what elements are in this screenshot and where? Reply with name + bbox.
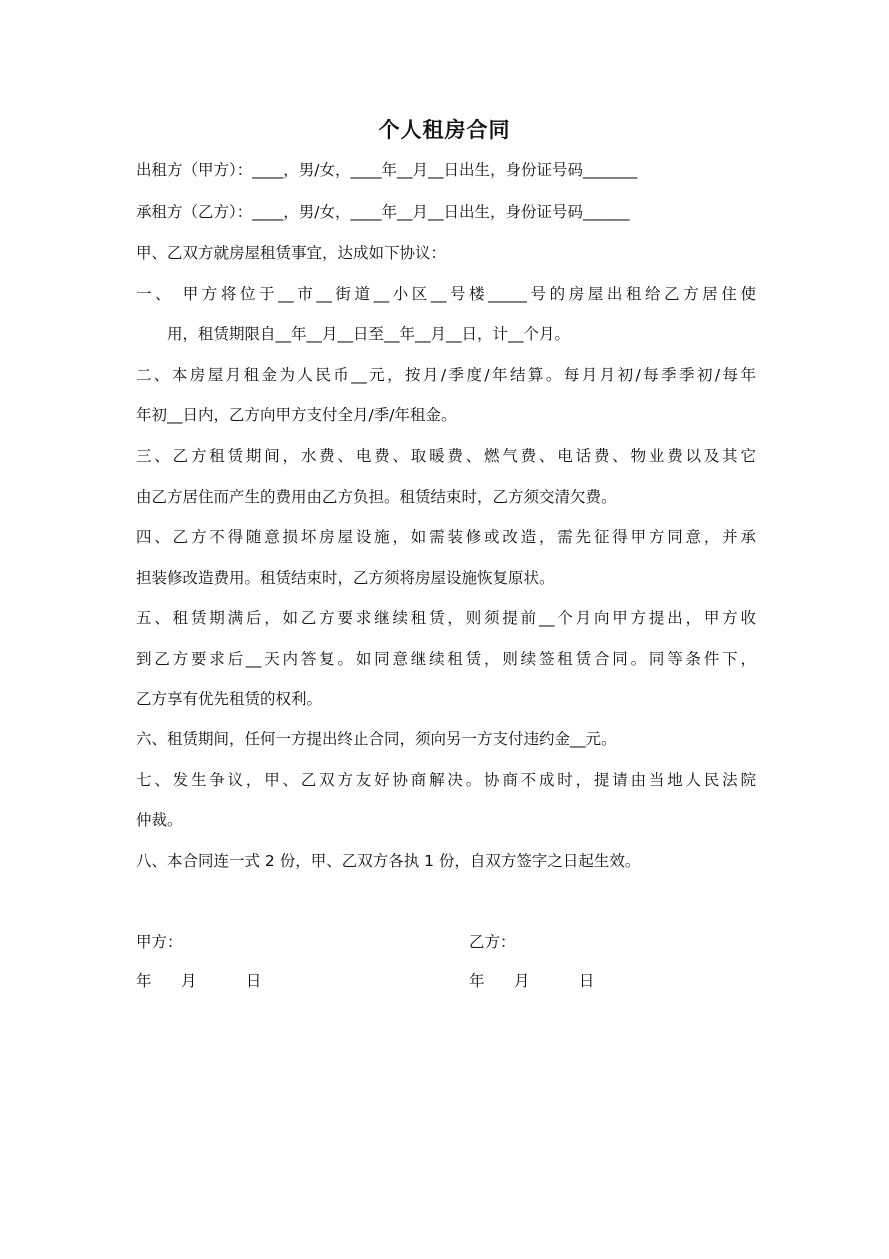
clause-1-line-1: 一、 甲方将位于__市__街道__小区__号楼_____号的房屋出租给乙方居住使 xyxy=(136,285,756,303)
clause-2-line-1: 二、本房屋月租金为人民币__元，按月/季度/年结算。每月月初/每季季初/每年 xyxy=(136,366,756,384)
clause-3-line-1: 三、乙方租赁期间，水费、电费、取暖费、燃气费、电话费、物业费以及其它 xyxy=(136,447,756,465)
party-b-date: 年 月 日 xyxy=(469,972,595,990)
party-a-label: 甲方： xyxy=(136,933,183,951)
document-title: 个人租房合同 xyxy=(378,118,511,142)
agreement-intro: 甲、乙双方就房屋租赁事宜，达成如下协议： xyxy=(136,244,447,262)
clause-5-line-3: 乙方享有优先租赁的权利。 xyxy=(136,690,323,708)
clause-4-line-2: 担装修改造费用。租赁结束时，乙方须将房屋设施恢复原状。 xyxy=(136,569,555,587)
clause-7-line-1: 七、发生争议，甲、乙双方友好协商解决。协商不成时，提请由当地人民法院 xyxy=(136,771,756,789)
clause-5-line-1: 五、租赁期满后，如乙方要求继续租赁，则须提前__个月向甲方提出，甲方收 xyxy=(136,609,756,627)
clause-4-line-1: 四、乙方不得随意损坏房屋设施，如需装修或改造，需先征得甲方同意，并承 xyxy=(136,528,756,546)
party-b-label: 乙方： xyxy=(469,933,516,951)
clause-7-line-2: 仲裁。 xyxy=(136,811,183,829)
clause-6-line-1: 六、租赁期间，任何一方提出终止合同，须向另一方支付违约金__元。 xyxy=(136,730,617,748)
lessor-line: 出租方（甲方）：____，男/女，____年__月__日出生，身份证号码_______ xyxy=(136,161,638,179)
clause-1-line-2: 用，租赁期限自__年__月__日至__年__月__日，计__个月。 xyxy=(167,325,571,343)
lessee-line: 承租方（乙方）：____，男/女，____年__月__日出生，身份证号码______ xyxy=(136,203,630,221)
clause-8-line-1: 八、本合同连一式 2 份，甲、乙双方各执 1 份，自双方签字之日起生效。 xyxy=(136,852,641,870)
clause-5-line-2: 到乙方要求后__天内答复。如同意继续租赁，则续签租赁合同。同等条件下， xyxy=(136,650,756,668)
party-a-date: 年 月 日 xyxy=(136,972,262,990)
clause-3-line-2: 由乙方居住而产生的费用由乙方负担。租赁结束时，乙方须交清欠费。 xyxy=(136,488,617,506)
clause-2-line-2: 年初__日内，乙方向甲方支付全月/季/年租金。 xyxy=(136,406,457,424)
